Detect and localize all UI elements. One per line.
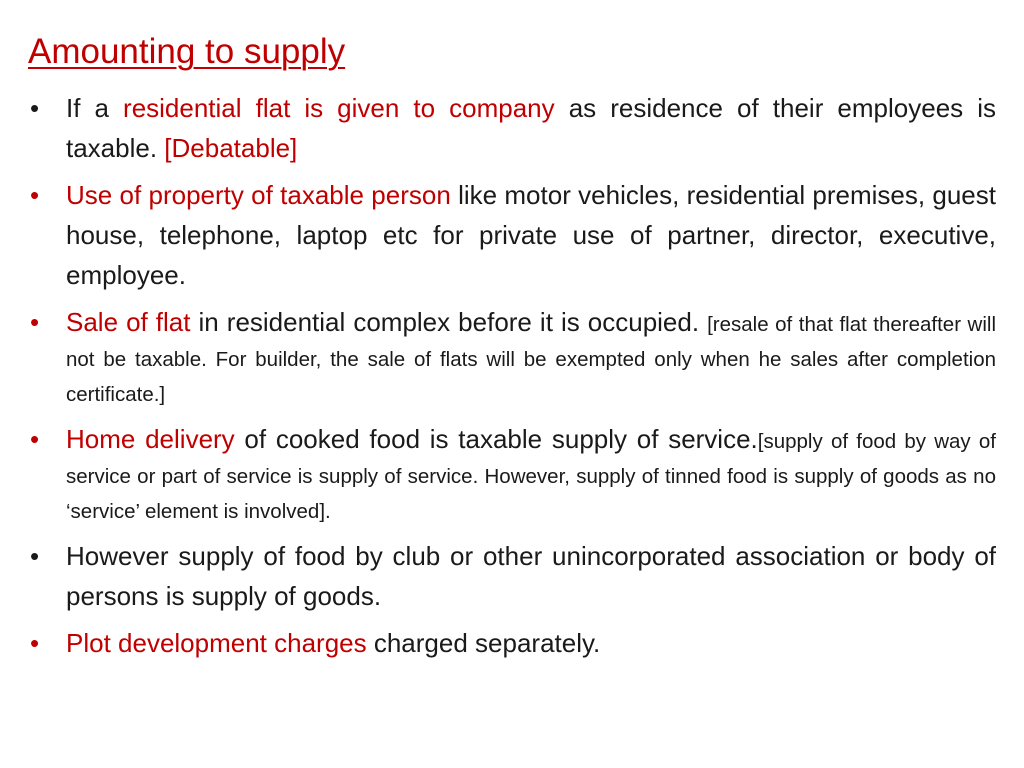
bullet-dot-icon: • bbox=[30, 93, 40, 123]
bullet-dot-icon: • bbox=[30, 628, 40, 658]
bullet-item bbox=[28, 419, 996, 529]
bullet-dot-icon: • bbox=[30, 180, 40, 210]
body-text: [resale of that flat thereafter will not be taxable. For builder, the sale of flats will be exempted only when he sales after completion certificate.] bbox=[66, 313, 997, 406]
body-text: in residential complex before it is occupied. bbox=[190, 307, 708, 337]
body-text: as residence of their employees is taxable. bbox=[66, 93, 996, 163]
bullet-item bbox=[28, 88, 996, 168]
bullet-item bbox=[28, 536, 996, 616]
body-text: charged separately. bbox=[366, 628, 601, 658]
bullet-item bbox=[28, 623, 996, 663]
highlight-text: [Debatable] bbox=[164, 133, 298, 163]
bullet-list bbox=[28, 88, 996, 670]
highlight-text: residential flat is given to company bbox=[123, 93, 555, 123]
bullet-dot-icon: • bbox=[30, 424, 40, 454]
highlight-text: Sale of flat bbox=[66, 307, 191, 337]
bullet-item bbox=[28, 175, 996, 295]
body-text: However supply of food by club or other unincorporated association or body of persons is supply of goods. bbox=[66, 541, 996, 611]
slide-title: Amounting to supply bbox=[28, 32, 346, 71]
bullet-dot-icon: • bbox=[30, 541, 40, 571]
body-text: If a bbox=[66, 93, 124, 123]
body-text: [supply of food by way of service or part of service is supply of service. However, supply of tinned food is supply of goods as no ‘service’ element is involved]. bbox=[66, 430, 996, 523]
highlight-text: Plot development charges bbox=[66, 628, 367, 658]
highlight-text: Use of property of taxable person bbox=[66, 180, 451, 210]
bullet-item bbox=[28, 302, 996, 412]
bullet-dot-icon: • bbox=[30, 307, 40, 337]
highlight-text: Home delivery bbox=[66, 424, 235, 454]
body-text: of cooked food is taxable supply of service. bbox=[234, 424, 758, 454]
body-text: like motor vehicles, residential premises, guest house, telephone, laptop etc for private use of partner, director, executive, employee. bbox=[66, 180, 996, 290]
